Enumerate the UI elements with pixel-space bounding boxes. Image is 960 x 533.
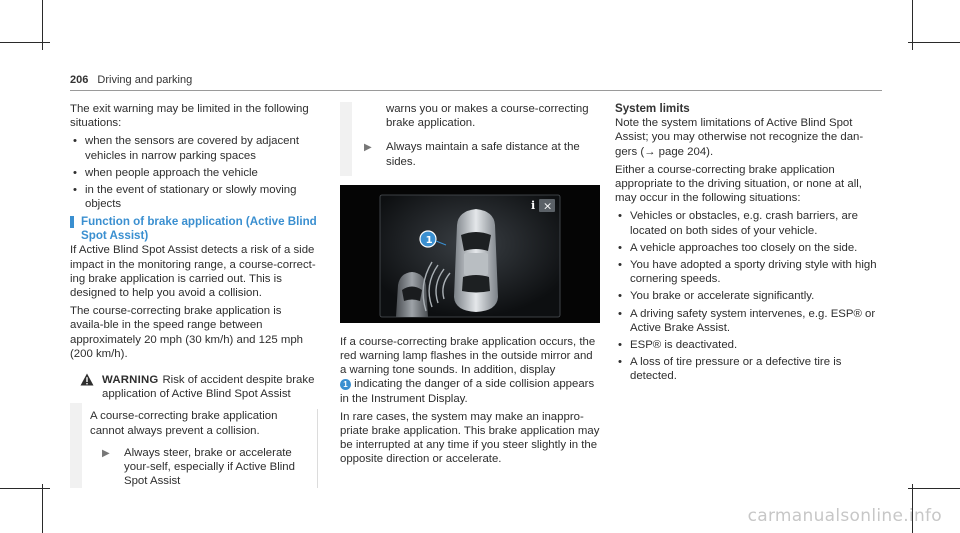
bullet-icon: •	[618, 210, 622, 223]
bullet-icon: •	[73, 135, 77, 148]
blind-spot-display-illustration	[340, 185, 600, 323]
warning-bar	[70, 403, 82, 488]
list-item: • Vehicles or obstacles, e.g. crash barriers, are located on both sides of your vehicle.	[618, 210, 858, 237]
list-item: • when people approach the vehicle	[73, 166, 258, 179]
bullet-icon: •	[618, 290, 622, 303]
system-limits-intro: Either a course-correcting brake application appropriate to the driving situation, or none at all, may occur in the following situations:	[615, 163, 862, 205]
close-icon: ×	[543, 199, 553, 213]
warning-action: ▶ Always maintain a safe distance at the sides.	[364, 141, 580, 168]
warning-title: WARNING	[102, 374, 159, 387]
section-title: Driving and parking	[97, 74, 193, 86]
system-limits-note: Note the system limitations of Active Blind Spot Assist; you may otherwise not recognize the dan-gers (→ page 204).	[615, 117, 864, 158]
list-item: • You brake or accelerate significantly.	[618, 290, 815, 303]
list-item: • ESP® is deactivated.	[618, 339, 738, 352]
crop-mark	[42, 484, 43, 533]
brake-application-heading: Function of brake application (Active Blind Spot Assist)	[70, 215, 318, 243]
warning-header	[82, 373, 318, 401]
system-limits-list	[615, 209, 877, 383]
callout-1-icon: 1	[340, 379, 351, 390]
warning-body-text: A course-correcting brake application cannot always prevent a collision.	[90, 410, 278, 437]
warning-box-continued	[340, 102, 600, 169]
bullet-icon: •	[618, 259, 622, 272]
bullet-icon: •	[618, 307, 622, 320]
speed-range-para: The course-correcting brake application is availa-ble in the speed range between approximately 20 mph (30 km/h) and 125 mph (200 km/h).	[70, 305, 303, 360]
column-middle	[340, 102, 600, 471]
warning-bar	[340, 102, 352, 176]
warning-box	[70, 373, 318, 488]
bullet-icon: •	[73, 184, 77, 197]
crop-mark	[908, 42, 960, 43]
watermark: carmanualsonline.info	[747, 506, 942, 526]
info-icon: i	[531, 198, 536, 212]
action-arrow-icon: ▶	[102, 447, 110, 459]
column-right	[615, 102, 877, 388]
intro-text: The exit warning may be limited in the following situations:	[70, 103, 309, 130]
list-item: • when the sensors are covered by adjacent vehicles in narrow parking spaces	[73, 135, 300, 162]
warning-body	[82, 409, 318, 488]
warning-triangle-icon	[80, 373, 94, 386]
list-item: • in the event of stationary or slowly moving objects	[73, 184, 297, 211]
brake-occurs-para: If a course-correcting brake application occurs, the red warning lamp flashes in the outside mirror and a warning tone sounds. In addition, display 1 indicating the danger of a side collision appears in the Instrument Display.	[340, 335, 596, 405]
warning-action: ▶ Always steer, brake or accelerate your-self, especially if Active Blind Spot Assist	[102, 446, 295, 488]
column-left	[70, 102, 318, 488]
page-number: 206	[70, 74, 89, 86]
bullet-icon: •	[618, 339, 622, 352]
crop-mark	[908, 488, 960, 489]
brake-application-para: If Active Blind Spot Assist detects a risk of a side impact in the monitoring range, a course-correct-ing brake application is carried out. This is designed to help you avoid a collision.	[70, 244, 316, 300]
list-item: • A loss of tire pressure or a defective tire is detected.	[618, 356, 842, 383]
warning-continuation: warns you or makes a course-correcting brake application.	[386, 103, 589, 130]
bullet-icon: •	[73, 166, 77, 179]
exit-warning-limits-list	[70, 134, 318, 211]
rare-cases-para: In rare cases, the system may make an inappro-priate brake application. This brake application may be interrupted at any time if you steer slightly in the opposite direction or accelerate.	[340, 410, 600, 466]
header-divider	[70, 90, 882, 91]
instrument-display-figure	[340, 185, 600, 323]
system-limits-heading: System limits	[615, 102, 690, 115]
heading-marker	[70, 216, 74, 228]
svg-text:1: 1	[425, 234, 433, 246]
crop-mark	[0, 488, 50, 489]
ego-vehicle-icon	[454, 209, 498, 312]
page-header	[70, 74, 192, 86]
bullet-icon: •	[618, 241, 622, 254]
list-item: • A vehicle approaches too closely on the side.	[618, 241, 858, 254]
list-item: • A driving safety system intervenes, e.g. ESP® or Active Brake Assist.	[618, 307, 876, 334]
bullet-icon: •	[618, 356, 622, 369]
list-item: • You have adopted a sporty driving style with high cornering speeds.	[618, 259, 877, 286]
action-arrow-icon: ▶	[364, 142, 372, 154]
warning-summary: Risk of accident despite brake application of Active Blind Spot Assist	[102, 374, 315, 401]
crop-mark	[0, 42, 50, 43]
